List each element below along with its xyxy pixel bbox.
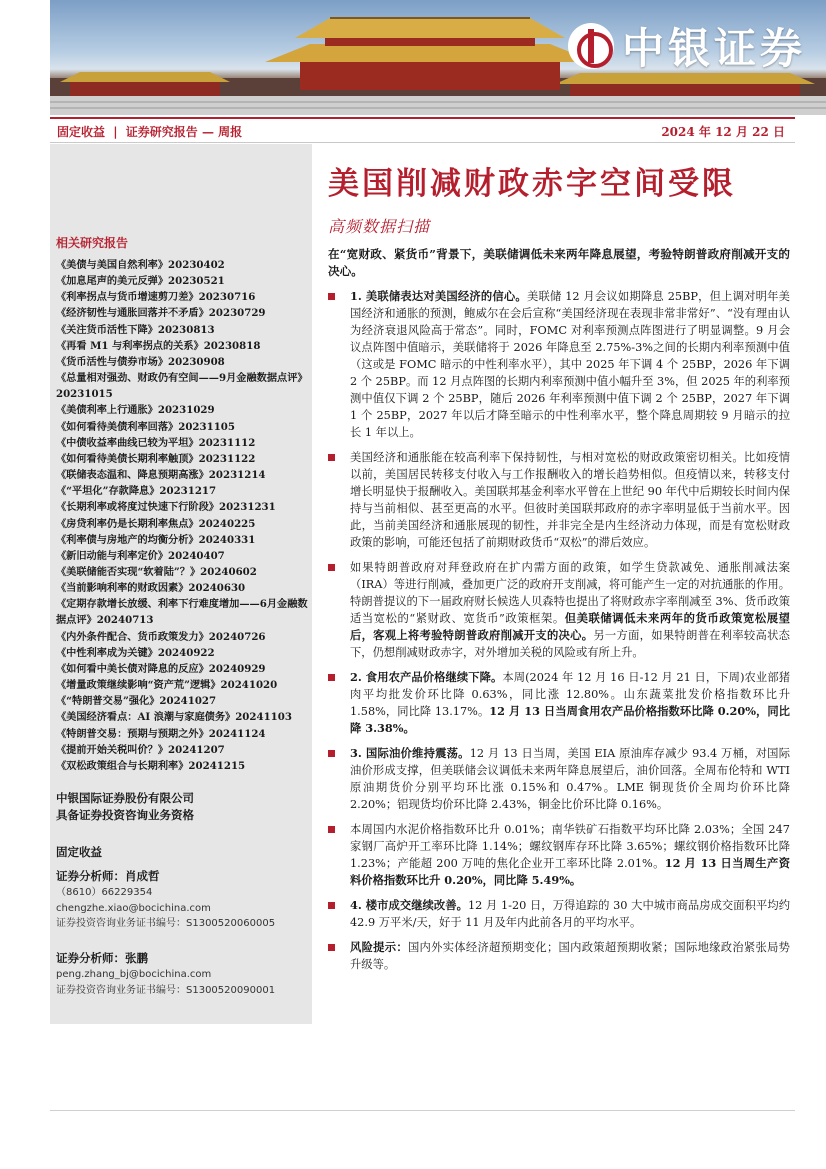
analyst-name: 证券分析师：张鹏 — [56, 951, 148, 965]
related-report-item[interactable]: 《再看 M1 与利率拐点的关系》20230818 — [56, 339, 261, 352]
bullet-emphasis: 12 月 13 日当周生产资料价格指数环比升 0.20%，同比降 5.49%。 — [350, 856, 790, 887]
related-report-item[interactable]: 《如何看待美债长期利率触顶》20231122 — [56, 452, 256, 465]
report-header-bar — [50, 117, 795, 143]
bullet-body: 12 月 13 日当周，美国 EIA 原油库存减少 93.4 万桶，对国际油价形成支撑，但美联储会议调低未来两年降息展望后，油价回落。全周布伦特和 WTI 原油期货价分别平均环比涨 0.15%和 0.47%。LME 铜现货价全周均价环比降 2.20%；铝现货均价环比降 2.43%，铜金比价环比降 0.16%。 — [350, 747, 790, 811]
related-report-item[interactable]: 《经济韧性与通胀回落并不矛盾》20230729 — [56, 307, 266, 320]
bullet-emphasis: 12 月 13 日当周食用农产品价格指数环比降 0.20%，同比降 3.38%。 — [350, 704, 790, 735]
category-label: 固定收益 — [57, 125, 106, 139]
related-report-item[interactable]: 《总量相对强劲、财政仍有空间——9月金融数据点评》20231015 — [56, 372, 308, 401]
related-report-item[interactable]: 《美国经济看点：AI 浪潮与家庭债务》20241103 — [56, 711, 292, 724]
analyst-card-2 — [56, 950, 310, 998]
related-report-item[interactable]: 《“平坦化”存款降息》20231217 — [56, 485, 217, 498]
related-report-item[interactable]: 《利率债与房地产的均衡分析》20240331 — [56, 533, 256, 546]
analyst-cert: 证券投资咨询业务证书编号：S1300520060005 — [56, 918, 276, 929]
related-report-item[interactable]: 《货币活性与债券市场》20230908 — [56, 355, 225, 368]
sidebar-section-label: 固定收益 — [56, 845, 102, 859]
related-report-item[interactable]: 《联储表态温和、降息预期高涨》20231214 — [56, 469, 266, 482]
bullet-production-materials — [328, 821, 790, 889]
report-date: 2024 年 12 月 22 日 — [661, 125, 785, 139]
bullet-food-prices — [328, 669, 790, 737]
bullet-square-icon — [328, 750, 335, 757]
page-title: 美国削减财政赤字空间受限 — [328, 166, 736, 202]
related-report-item[interactable]: 《如何看中美长债对降息的反应》20240929 — [56, 662, 266, 675]
bullet-heading: 1. 美联储表达对美国经济的信心。 — [350, 289, 527, 303]
bullet-body: 本周(2024 年 12 月 16 日-12 月 21 日，下周)农业部猪肉平均批发价环比降 0.63%，同比涨 12.80%。山东蔬菜批发价格指数环比升 1.58%，同比降 13.17%。 — [350, 671, 790, 718]
brand-logo-group — [568, 16, 806, 76]
bullet-risk-warning — [328, 939, 790, 973]
related-report-item[interactable]: 《增量政策继续影响“资产荒”逻辑》20241020 — [56, 679, 278, 692]
bullet-body: 国内外实体经济超预期变化；国内政策超预期收紧；国际地缘政治紧张局势升级等。 — [350, 941, 790, 971]
page-subtitle: 高频数据扫描 — [328, 217, 431, 236]
bullet-property-market — [328, 897, 790, 931]
bullet-square-icon — [328, 564, 335, 571]
related-report-item[interactable]: 《美债与美国自然利率》20230402 — [56, 259, 225, 271]
bullet-heading: 4. 楼市成交继续改善。 — [350, 898, 468, 912]
bullet-body-tail: 另一方面，如果特朗普在利率较高状态下，仍想削减财政赤字，对外增加关税的风险或有所上升。 — [350, 629, 790, 659]
related-report-item[interactable]: 《美联储能否实现“软着陆”？》20240602 — [56, 565, 257, 578]
analyst-name: 证券分析师：肖成哲 — [56, 869, 160, 883]
related-reports-title: 相关研究报告 — [56, 236, 129, 250]
bullet-emphasis: 但美联储调低未来两年的货币政策宽松展望后，客观上将考验特朗普政府削减开支的决心。 — [350, 611, 790, 642]
footer-divider — [50, 1110, 795, 1111]
related-reports-list — [56, 257, 310, 774]
related-report-item[interactable]: 《当前影响利率的财政因素》20240630 — [56, 582, 246, 595]
related-report-item[interactable]: 《定期存款增长放缓、利率下行难度增加——6月金融数据点评》20240713 — [56, 598, 308, 627]
bullet-square-icon — [328, 944, 335, 951]
bullet-oil-prices — [328, 745, 790, 813]
related-report-item[interactable]: 《“特朗普交易”强化》20241027 — [56, 695, 217, 708]
boc-logo-icon — [568, 23, 614, 69]
company-qualification: 具备证券投资咨询业务资格 — [56, 808, 194, 822]
analyst-cert: 证券投资咨询业务证书编号：S1300520090001 — [56, 984, 276, 996]
analyst-email[interactable]: peng.zhang_bj@bocichina.com — [56, 969, 212, 980]
sidebar — [50, 144, 312, 1024]
bullet-trump-spending — [328, 559, 790, 661]
bullet-body: 美国经济和通胀能在较高利率下保持韧性，与相对宽松的财政政策密切相关。比如疫情以前，美国居民转移支付收入与工作报酬收入的增长趋势相似。但疫情以来，转移支付增长明显快于报酬收入。美国联邦基金利率水平曾在上世纪 90 年代中后期较长时间内保持与当前相似、甚至更高的水平。但彼时美国联邦政府的赤字率明显低于当前水平。因此，当前美国经济和通胀展现的韧性，并非完全是内生经济动力体现，而是有宽松财政政策的影响，可能还包括了前期财政货币“双松”的滞后效应。 — [350, 451, 790, 549]
category-separator: | — [113, 125, 118, 139]
related-report-item[interactable]: 《房贷利率仍是长期利率焦点》20240225 — [56, 517, 256, 530]
company-name: 中银国际证券股份有限公司 — [56, 791, 194, 805]
header-banner — [50, 0, 826, 115]
bullet-square-icon — [328, 293, 335, 300]
related-report-item[interactable]: 《特朗普交易：预期与预期之外》20241124 — [56, 727, 266, 740]
report-type-label: 证券研究报告 — 周报 — [125, 125, 243, 139]
related-report-item[interactable]: 《中债收益率曲线已较为平坦》20231112 — [56, 436, 256, 449]
related-report-item[interactable]: 《中性利率成为关键》20240922 — [56, 646, 215, 659]
analyst-phone: （8610）66229354 — [56, 887, 153, 898]
bullet-square-icon — [328, 826, 335, 833]
related-report-item[interactable]: 《美债利率上行通胀》20231029 — [56, 404, 215, 417]
bullet-fed-confidence — [328, 288, 790, 441]
bullet-body: 本周国内水泥价格指数环比升 0.01%；南华铁矿石指数平均环比降 2.03%；全国 247 家钢厂高炉开工率环比降 1.14%；螺纹钢库存环比降 3.65%；螺纹钢价格指数环比降 1.23%；产能超 200 万吨的焦化企业开工率环比降 2.01%。 — [350, 823, 790, 870]
related-report-item[interactable]: 《长期利率或将度过快速下行阶段》20231231 — [56, 501, 276, 514]
related-report-item[interactable]: 《新旧动能与利率定价》20240407 — [56, 549, 225, 562]
bullet-heading: 2. 食用农产品价格继续下降。 — [350, 670, 503, 684]
key-points — [328, 288, 790, 981]
related-report-item[interactable]: 《内外条件配合、货币政策发力》20240726 — [56, 630, 266, 643]
bullet-square-icon — [328, 454, 335, 461]
bullet-body: 如果特朗普政府对拜登政府在扩内需方面的政策，如学生贷款减免、通胀削减法案（IRA）等进行削减，叠加更广泛的政府开支削减，将可能产生一定的对抗通胀的作用。特朗普提议的下一届政府财长候选人贝森特也提出了将财政赤字率削减至 3%、货币政策适当宽松的“紧财政、宽货币”政策框架。 — [350, 561, 790, 625]
related-report-item[interactable]: 《加息尾声的美元反弹》20230521 — [56, 275, 225, 288]
bullet-body: 12 月 1-20 日，万得追踪的 30 大中城市商品房成交面积平均约 42.9 万平米/天，好于 11 月及年内此前各月的平均水平。 — [350, 899, 790, 929]
brand-name: 中银证券 — [621, 24, 806, 73]
related-report-item[interactable]: 《关注货币活性下降》20230813 — [56, 323, 215, 336]
related-report-item[interactable]: 《如何看待美债利率回落》20231105 — [56, 420, 235, 433]
bullet-square-icon — [328, 674, 335, 681]
analyst-email[interactable]: chengzhe.xiao@bocichina.com — [56, 902, 211, 914]
related-report-item[interactable]: 《利率拐点与货币增速剪刀差》20230716 — [56, 291, 256, 304]
analyst-card-1 — [56, 868, 310, 932]
related-report-item[interactable]: 《双松政策组合与长期利率》20241215 — [56, 759, 246, 772]
lead-summary: 在“宽财政、紧货币”背景下，美联储调低未来两年降息展望，考验特朗普政府削减开支的决心。 — [328, 247, 790, 278]
bullet-body: 美联储 12 月会议如期降息 25BP，但上调对明年美国经济和通胀的预测，鲍威尔在会后宣称“美国经济现在表现非常非常好”、“没有理由认为经济衰退风险高于常态”。同时，FOMC 对利率预测点阵图进行了明显调整。9 月会议点阵图中值暗示，美联储将于 2026 年降息至 2.75%-3%之间的长期内利率预测中值（这或是 FOMC 暗示的中性利率水平），其中 2025 年下调 4 个 25BP，2026 年下调 2 个 25BP。而 12 月点阵图的长期内利率预测中值小幅升至 3%，但 2025 年的利率预测中值仅下调 2 个 25BP，随后 2026 年利率预测中值下调 2 个 25BP，2027 年下调 1 个 25BP，2027 年以后才降至暗示的中性利率水平，整个降息周期较 9 月暗示的拉长 1 年以上。 — [350, 290, 790, 439]
bullet-square-icon — [328, 902, 335, 909]
company-info — [56, 790, 194, 824]
related-report-item[interactable]: 《提前开始关税叫价？》20241207 — [56, 743, 225, 756]
bullet-heading: 风险提示： — [350, 940, 408, 954]
bullet-heading: 3. 国际油价维持震荡。 — [350, 746, 470, 760]
bullet-fiscal-policy — [328, 449, 790, 551]
report-category — [57, 123, 246, 140]
